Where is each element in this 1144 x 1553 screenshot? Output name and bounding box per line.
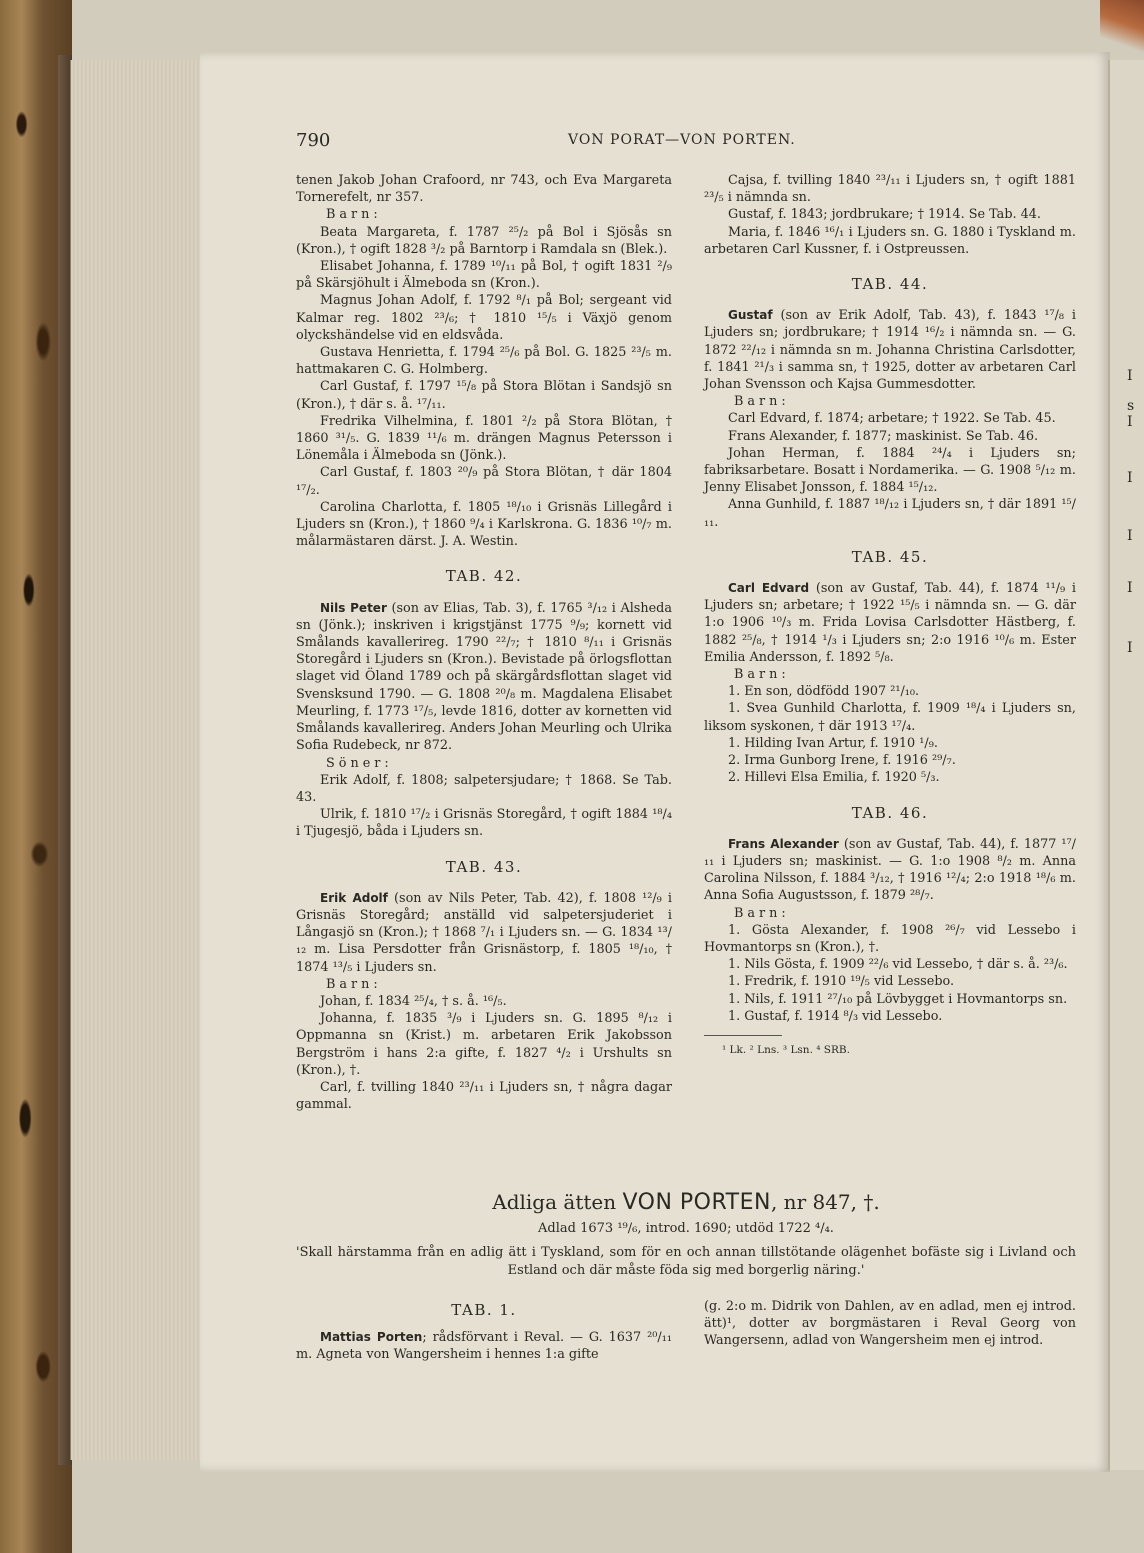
tab-entry [296,890,672,976]
child-entry: Beata Margareta, f. 1787 ²⁵/₂ på Bol i Sjösås sn (Kron.), † ogift 1828 ³/₂ på Barntorp i Ramdala sn (Blek.). [296,224,672,257]
entry-text: (son av Gustaf, Tab. 44), f. 1874 ¹¹/₉ i Ljuders sn; arbetare; † 1922 ¹⁵/₅ i nämnda sn. — G. där 1:o 1906 ¹⁰/₃ m. Frida Lovisa Carlsdotter Hästberg, f. 1882 ²⁵/₈, † 1914 ¹/₃ i Ljuders sn; 2:o 1916 ¹⁰/₆ m. Ester Emilia Andersson, f. 1892 ⁵/₈. [704,581,1077,665]
person-name: Carl Edvard [728,581,810,596]
barn-heading: Barn: [326,207,382,223]
child-entry: 1. En son, dödfödd 1907 ²¹/₁₀. [728,684,920,700]
entry-text: ; rådsförvant i Reval. — G. 1637 ²⁰/₁₁ m. Agneta von Wangersheim i hennes 1:a gifte [296,1330,672,1363]
bookmark-ribbon [1100,0,1144,60]
child-entry: Fredrika Vilhelmina, f. 1801 ²/₂ på Stora Blötan, † 1860 ³¹/₅. G. 1839 ¹¹/₆ m. drängen Magnus Petersson i Lönemåla i Älmeboda sn (Jönk.). [296,413,672,464]
tab-entry [296,1329,672,1363]
child-entry: 1. Fredrik, f. 1910 ¹⁹/₅ vid Lessebo. [728,974,955,990]
child-entry: Elisabet Johanna, f. 1789 ¹⁰/₁₁ på Bol, † ogift 1831 ²/₉ på Skärsjöhult i Älmeboda sn (Kron.). [296,259,672,292]
barn-heading: Barn: [734,394,790,410]
title-prefix: Adliga ätten [492,1190,617,1214]
child-entry: Frans Alexander, f. 1877; maskinist. Se Tab. 46. [728,428,1039,444]
section-title [296,1190,1076,1215]
child-entry: 1. Gösta Alexander, f. 1908 ²⁶/₇ vid Lessebo i Hovmantorps sn (Kron.), †. [704,922,1076,955]
child-entry: 2. Hillevi Elsa Emilia, f. 1920 ⁵/₃. [728,770,940,786]
child-entry: 1. Nils, f. 1911 ²⁷/₁₀ på Lövbygget i Hovmantorps sn. [728,991,1068,1007]
section-subtitle: Adlad 1673 ¹⁹/₆, introd. 1690; utdöd 1722 ⁴/₄. [538,1221,834,1236]
tab-entry [296,600,672,755]
paragraph: tenen Jakob Johan Crafoord, nr 743, och Eva Margareta Tornerefelt, nr 357. [296,173,672,206]
child-entry: Cajsa, f. tvilling 1840 ²³/₁₁ i Ljuders sn, † ogift 1881 ²³/₅ i nämnda sn. [704,173,1076,206]
child-entry: Gustava Henrietta, f. 1794 ²⁵/₆ på Bol. G. 1825 ²³/₅ m. hattmakaren C. G. Holmberg. [296,345,672,378]
page-stack [70,60,211,1460]
child-entry: Maria, f. 1846 ¹⁶/₁ i Ljuders sn. G. 1880 i Tyskland m. arbetaren Carl Kussner, f. i Ostpreussen. [704,224,1076,257]
tab-heading: TAB. 1. [451,1301,517,1319]
right-column [704,172,1076,1059]
child-entry: Johanna, f. 1835 ³/₉ i Ljuders sn. G. 1895 ⁸/₁₂ i Oppmanna sn (Krist.) m. arbetaren Erik Jakobsson Bergström i hans 2:a gifte, f. 1827 ⁴/₂ i Urshults sn (Kron.), †. [296,1011,672,1078]
barn-heading: Barn: [734,667,790,683]
person-name: Frans Alexander [728,836,839,851]
child-entry: Carl Edvard, f. 1874; arbetare; † 1922. Se Tab. 45. [728,411,1056,427]
soner-heading: Söner: [326,755,393,771]
child-entry: Carl Gustaf, f. 1797 ¹⁵/₈ på Stora Blötan i Sandsjö sn (Kron.), † där s. å. ¹⁷/₁₁. [296,379,672,412]
footnote-rule [704,1035,782,1036]
child-entry: Ulrik, f. 1810 ¹⁷/₂ i Grisnäs Storegård, † ogift 1884 ¹⁸/₄ i Tjugesjö, båda i Ljuders sn. [296,807,672,840]
title-suffix: , nr 847, †. [770,1190,880,1214]
child-entry: Erik Adolf, f. 1808; salpetersjudare; † 1868. Se Tab. 43. [296,772,672,805]
family-section [296,1190,1076,1280]
entry-text: (son av Gustaf, Tab. 44), f. 1877 ¹⁷/₁₁ i Ljuders sn; maskinist. — G. 1:o 1908 ⁸/₂ m. Anna Carolina Nilsson, f. 1884 ³/₁₂, † 1916 ¹²/₄; 2:o 1918 ¹⁸/₆ m. Anna Sofia Augustsson, f. 1879 ²⁸/₇. [704,836,1076,904]
child-entry: Carl, f. tvilling 1840 ²³/₁₁ i Ljuders sn, † några dagar gammal. [296,1079,672,1113]
margin-mark: I [1127,640,1133,656]
child-entry: 1. Nils Gösta, f. 1909 ²²/₆ vid Lessebo, † där s. å. ²³/₆. [728,957,1068,973]
tab-entry [704,580,1076,666]
person-name: Mattias Porten [320,1330,423,1345]
tab-entry [704,836,1076,905]
child-entry: Johan, f. 1834 ²⁵/₄, † s. å. ¹⁶/₅. [320,993,507,1009]
child-entry: Carolina Charlotta, f. 1805 ¹⁸/₁₀ i Grisnäs Lillegård i Ljuders sn (Kron.), † 1860 ⁹/₄ i Karlskrona. G. 1836 ¹⁰/₇ m. målarmästaren därst. J. A. Westin. [296,499,672,550]
tab-heading: TAB. 46. [851,803,929,822]
left-column [296,172,672,1113]
child-entry: Johan Herman, f. 1884 ²⁴/₄ i Ljuders sn; fabriksarbetare. Bosatt i Nordamerika. — G. 1908 ⁵/₁₂ m. Jenny Elisabet Jonsson, f. 1884 ¹⁵/₁₂. [704,445,1076,496]
bottom-left-column [296,1302,672,1364]
person-name: Erik Adolf [320,890,388,905]
person-name: Nils Peter [320,600,387,615]
margin-mark: s [1127,398,1135,414]
child-entry: 1. Gustaf, f. 1914 ⁸/₃ vid Lessebo. [728,1008,943,1024]
tab-heading: TAB. 44. [851,275,929,294]
child-entry: 2. Irma Gunborg Irene, f. 1916 ²⁹/₇. [728,753,956,769]
page-header [296,130,1070,152]
child-entry: Magnus Johan Adolf, f. 1792 ⁸/₁ på Bol; sergeant vid Kalmar reg. 1802 ²³/₆; † 1810 ¹⁵/₅ i Växjö genom olyckshändelse vid en eldsvåda. [296,293,672,343]
bottom-right-column [704,1298,1076,1350]
tab-heading: TAB. 43. [445,857,523,876]
tab-heading: TAB. 45. [851,547,929,566]
child-entry: Carl Gustaf, f. 1803 ²⁰/₉ på Stora Blötan, † där 1804 ¹⁷/₂. [296,465,672,498]
entry-text: (son av Erik Adolf, Tab. 43), f. 1843 ¹⁷/₈ i Ljuders sn; jordbrukare; † 1914 ¹⁶/₂ i nämnda sn. — G. 1872 ²²/₁₂ i nämnda sn m. Johanna Christina Carlsdotter, f. 1841 ²¹/₃ i samma sn, † 1925, dotter av arbetaren Carl Johan Svensson och Kajsa Gummesdotter. [704,308,1076,393]
running-title: VON PORAT—VON PORTEN. [568,132,796,148]
barn-heading: Barn: [734,905,790,921]
child-entry: 1. Svea Gunhild Charlotta, f. 1909 ¹⁸/₄ i Ljuders sn, liksom syskonen, † där 1913 ¹⁷/₄. [704,701,1076,734]
entry-text: (son av Nils Peter, Tab. 42), f. 1808 ¹²/₉ i Grisnäs Storegård; anställd vid salpetersjuderiet i Långasjö sn (Kron.); † 1868 ⁷/₁ i Ljuders sn. — G. 1834 ¹³/₁₂ m. Lisa Persdotter från Grisnästorp, f. 1805 ¹⁸/₁₀, † 1874 ¹³/₅ i Ljuders sn. [296,890,672,975]
child-entry: Gustaf, f. 1843; jordbrukare; † 1914. Se Tab. 44. [728,207,1041,223]
tab-heading: TAB. 42. [445,567,523,586]
margin-mark: I [1127,470,1133,486]
family-name: VON PORTEN [622,1190,771,1215]
child-entry: 1. Hilding Ivan Artur, f. 1910 ¹/₉. [728,735,938,751]
margin-mark: I [1127,528,1133,544]
margin-mark: I [1127,368,1133,384]
entry-continuation: (g. 2:o m. Didrik von Dahlen, av en adlad, men ej introd. ätt)¹, dotter av borgmästaren i Reval Georg von Wangersenn, adlad von Wangersheim men ej introd. [704,1299,1076,1349]
barn-heading: Barn: [326,976,382,992]
child-entry: Anna Gunhild, f. 1887 ¹⁸/₁₂ i Ljuders sn, † där 1891 ¹⁵/₁₁. [704,497,1076,530]
section-quote: 'Skall härstamma från en adlig ätt i Tyskland, som för en och annan tillstötande olägenhet bofäste sig i Livland och Estland och där måste föda sig med borgerlig näring.' [296,1245,1076,1278]
margin-mark: I [1127,414,1133,430]
margin-mark: I [1127,580,1133,596]
tab-entry [704,307,1076,393]
footnote: ¹ Lk. ² Lns. ³ Lsn. ⁴ SRB. [722,1043,850,1056]
next-page-edge [1108,60,1144,1470]
page-number: 790 [296,130,331,151]
entry-text: (son av Elias, Tab. 3), f. 1765 ³/₁₂ i Alsheda sn (Jönk.); inskriven i krigstjänst 1775 ⁹/₉; kornett vid Smålands kavallerireg. 1790 ²²/₇; † 1810 ⁸/₁₁ i Grisnäs Storegård i Ljuders sn (Kron.). Bevistade på örlogsflottan slaget vid Öland 1789 och på skärgårdsflottan slaget vid Svensksund 1790. — G. 1808 ²⁰/₈ m. Magdalena Elisabet Meurling, f. 1773 ¹⁷/₅, levde 1816, dotter av kornetten vid Smålands kavallerireg. Anders Johan Meurling och Ulrika Sofia Rudebeck, nr 872. [296,600,672,754]
person-name: Gustaf [728,308,773,323]
